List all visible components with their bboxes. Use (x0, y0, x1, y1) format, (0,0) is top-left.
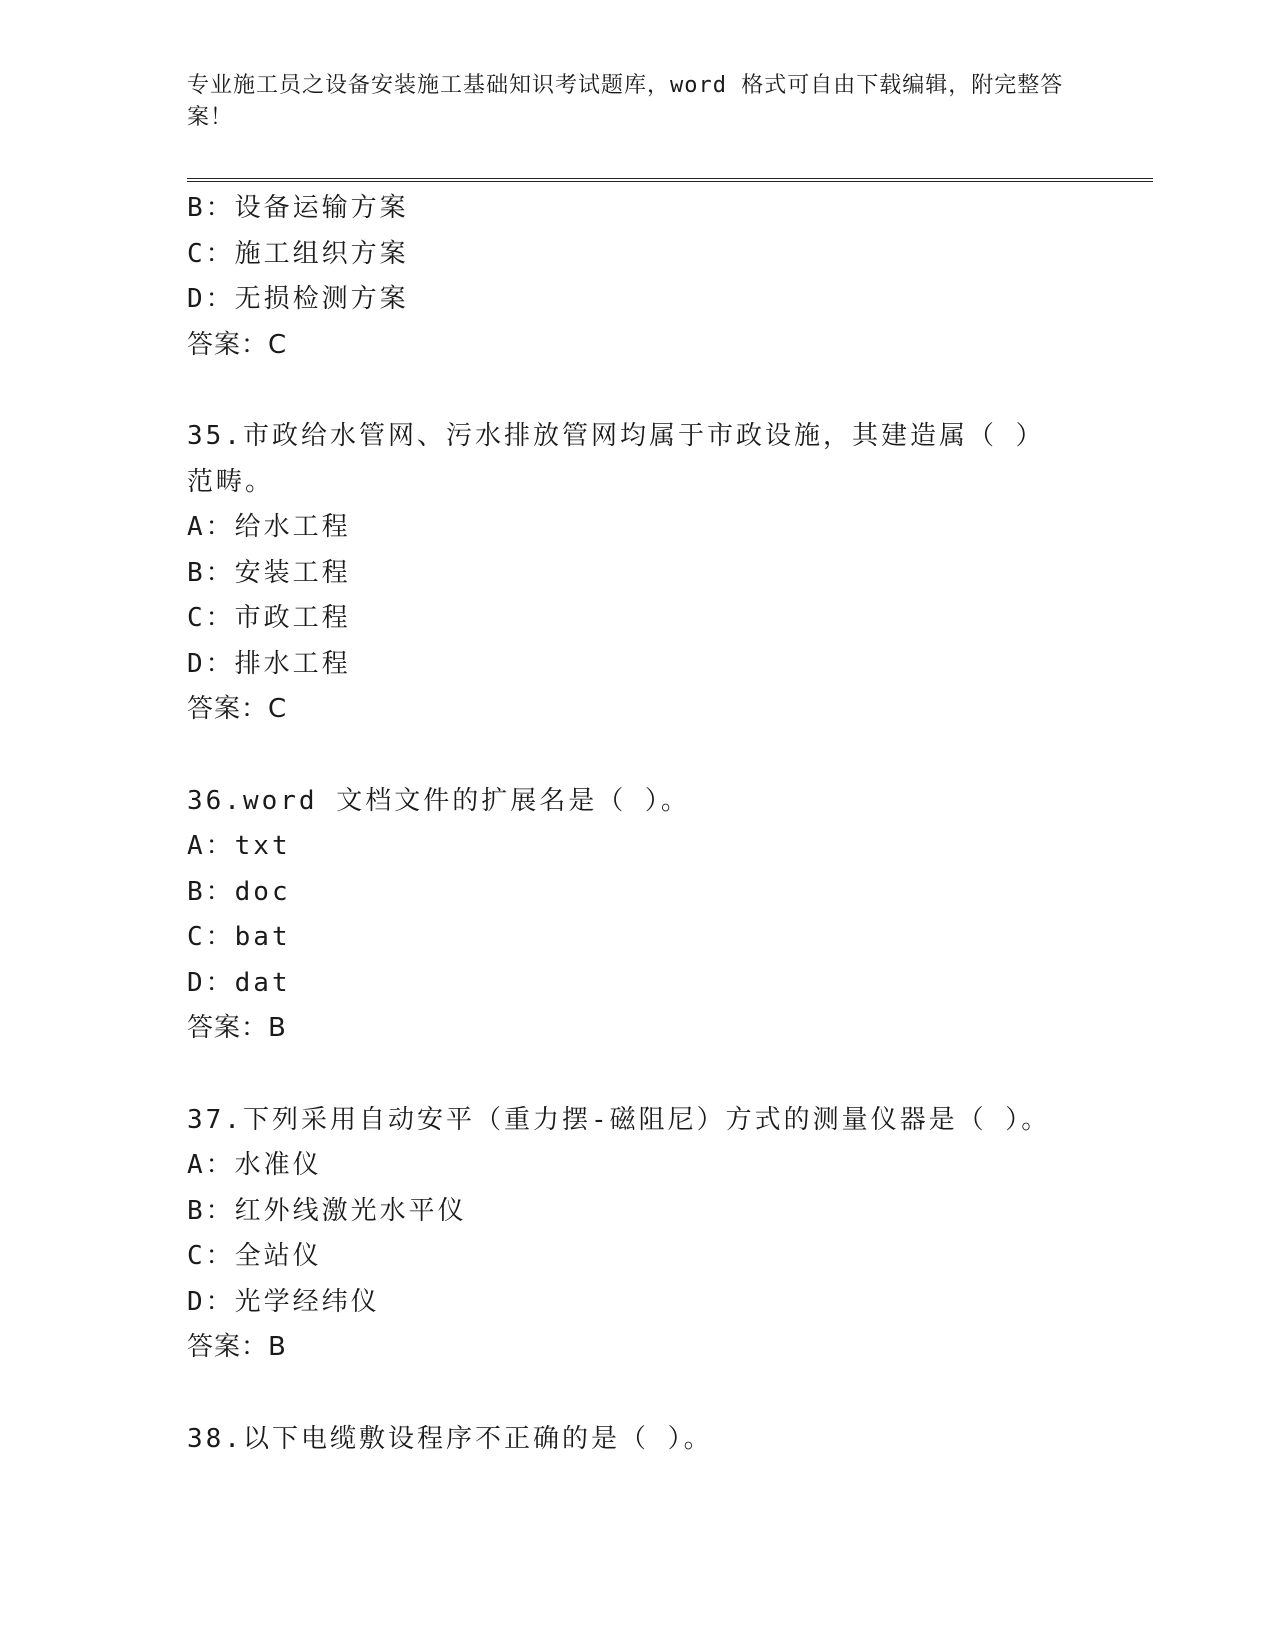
question-36 (187, 779, 1087, 1052)
option-c: C：全站仪 (187, 1241, 322, 1271)
option-d: D：排水工程 (187, 648, 351, 679)
question-stem: 35.市政给水管网、污水排放管网均属于市政设施，其建造属（ ）范畴。 (187, 421, 1045, 497)
option-b: B：安装工程 (187, 557, 351, 588)
option-c: C：市政工程 (187, 603, 351, 633)
answer-line: 答案：C (187, 329, 288, 360)
question-stem: 38.以下电缆敷设程序不正确的是（ ）。 (187, 1423, 713, 1454)
answer-line: 答案：B (187, 1013, 287, 1043)
document-header-title: 专业施工员之设备安装施工基础知识考试题库，word 格式可自由下载编辑，附完整答案！ (187, 73, 1064, 130)
question-list (187, 186, 1087, 1462)
option-d: D：dat (187, 967, 291, 998)
question-stem: 37.下列采用自动安平（重力摆-磁阻尼）方式的测量仪器是（ ）。 (187, 1104, 1051, 1135)
option-d: D：无损检测方案 (187, 284, 409, 314)
spacer (187, 1052, 1087, 1098)
spacer (187, 733, 1087, 779)
option-a: A：txt (187, 831, 291, 861)
option-a: A：给水工程 (187, 512, 351, 542)
option-b: B：doc (187, 876, 291, 907)
option-c: C：施工组织方案 (187, 238, 409, 269)
question-35 (187, 414, 1087, 733)
spacer (187, 368, 1087, 414)
answer-line: 答案：C (187, 694, 288, 724)
question-38 (187, 1417, 1087, 1463)
option-b: B：红外线激光水平仪 (187, 1195, 467, 1226)
question-stem: 36.word 文档文件的扩展名是（ ）。 (187, 785, 690, 816)
option-b: B：设备运输方案 (187, 193, 409, 223)
answer-line: 答案：B (187, 1332, 287, 1362)
question-37 (187, 1098, 1087, 1371)
spacer (187, 1371, 1087, 1417)
header-divider (187, 178, 1153, 182)
option-d: D：光学经纬仪 (187, 1286, 380, 1317)
question-34-continued (187, 186, 1087, 368)
option-c: C：bat (187, 922, 291, 952)
option-a: A：水准仪 (187, 1150, 322, 1180)
